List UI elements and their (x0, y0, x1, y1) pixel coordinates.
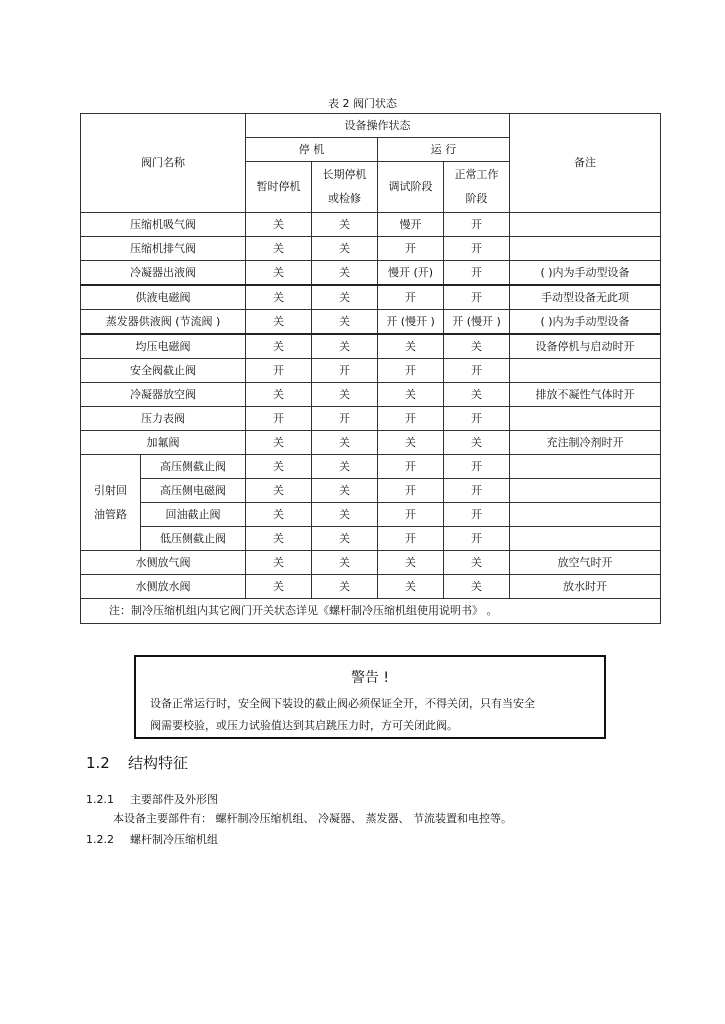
header-stop: 停 机 (246, 138, 378, 162)
table-row (81, 213, 661, 237)
section-number: 1.2 (86, 754, 110, 772)
table-caption: 表 2 阀门状态 (328, 97, 397, 110)
cell-debug: 开 (378, 503, 444, 527)
table-row (81, 575, 661, 599)
table-row (81, 503, 661, 527)
cell-debug: 开 (378, 455, 444, 479)
cell-temp-stop: 关 (246, 285, 312, 310)
valve-name: 压缩机吸气阀 (81, 213, 246, 237)
valve-name: 压力表阀 (81, 407, 246, 431)
table-row (81, 285, 661, 310)
cell-remark: 手动型设备无此项 (510, 285, 661, 310)
table-note: 注：制冷压缩机组内其它阀门开关状态详见《螺杆制冷压缩机组使用说明书》 。 (81, 599, 661, 624)
cell-temp-stop: 关 (246, 261, 312, 286)
cell-long-stop: 关 (312, 455, 378, 479)
body-paragraph: 本设备主要部件有： 螺杆制冷压缩机组、 冷凝器、 蒸发器、 节流装置和电控等。 (113, 812, 512, 825)
cell-remark (510, 359, 661, 383)
cell-remark: 排放不凝性气体时开 (510, 383, 661, 407)
valve-name: 水侧放水阀 (81, 575, 246, 599)
table-row (81, 310, 661, 335)
cell-temp-stop: 关 (246, 334, 312, 359)
cell-temp-stop: 关 (246, 575, 312, 599)
warning-box (134, 655, 606, 739)
header-normal (444, 162, 510, 213)
valve-name: 冷凝器出液阀 (81, 261, 246, 286)
cell-normal: 开 (444, 213, 510, 237)
valve-name: 高压侧电磁阀 (141, 479, 246, 503)
cell-temp-stop: 关 (246, 213, 312, 237)
cell-debug: 开 (378, 479, 444, 503)
valve-name: 加氟阀 (81, 431, 246, 455)
warning-line-2: 阀需要校验，或压力试验值达到其启跳压力时，方可关闭此阀。 (150, 719, 458, 732)
cell-remark: 放水时开 (510, 575, 661, 599)
cell-temp-stop: 关 (246, 237, 312, 261)
cell-temp-stop: 关 (246, 455, 312, 479)
header-long-stop-line2: 或检修 (328, 192, 361, 205)
cell-normal: 关 (444, 575, 510, 599)
cell-remark (510, 237, 661, 261)
header-normal-line1: 正常工作 (454, 168, 499, 181)
table-row (81, 455, 661, 479)
subsection-number-1: 1.2.1 (86, 793, 114, 806)
cell-long-stop: 关 (312, 527, 378, 551)
cell-long-stop: 关 (312, 503, 378, 527)
valve-name: 供液电磁阀 (81, 285, 246, 310)
cell-temp-stop: 关 (246, 383, 312, 407)
table-row (81, 334, 661, 359)
cell-long-stop: 开 (312, 407, 378, 431)
header-remarks: 备注 (510, 114, 661, 213)
cell-debug: 关 (378, 575, 444, 599)
cell-remark (510, 479, 661, 503)
valve-name: 压缩机排气阀 (81, 237, 246, 261)
cell-remark: 充注制冷剂时开 (510, 431, 661, 455)
cell-long-stop: 关 (312, 479, 378, 503)
cell-long-stop: 关 (312, 575, 378, 599)
cell-remark: 设备停机与启动时开 (510, 334, 661, 359)
cell-normal: 开 (444, 237, 510, 261)
header-normal-line2: 阶段 (465, 192, 488, 205)
cell-normal: 开 (慢开 ) (444, 310, 510, 335)
section-title: 结构特征 (128, 754, 189, 772)
valve-state-table (80, 113, 661, 624)
cell-debug: 关 (378, 431, 444, 455)
cell-remark: ( )内为手动型设备 (510, 261, 661, 286)
cell-temp-stop: 关 (246, 503, 312, 527)
cell-normal: 开 (444, 527, 510, 551)
valve-name: 低压侧截止阀 (141, 527, 246, 551)
cell-debug: 慢开 (开) (378, 261, 444, 286)
cell-long-stop: 关 (312, 237, 378, 261)
cell-remark (510, 503, 661, 527)
cell-long-stop: 开 (312, 359, 378, 383)
table-row (81, 527, 661, 551)
table-row (81, 383, 661, 407)
section-heading (86, 752, 188, 773)
cell-long-stop: 关 (312, 551, 378, 575)
table-row (81, 237, 661, 261)
cell-debug: 关 (378, 551, 444, 575)
cell-normal: 开 (444, 261, 510, 286)
cell-long-stop: 关 (312, 285, 378, 310)
cell-remark (510, 213, 661, 237)
subsection-title-2: 螺杆制冷压缩机组 (130, 833, 218, 846)
cell-normal: 开 (444, 359, 510, 383)
header-long-stop-line1: 长期停机 (322, 168, 367, 181)
header-long-stop (312, 162, 378, 213)
cell-remark (510, 407, 661, 431)
cell-debug: 开 (378, 359, 444, 383)
cell-debug: 开 (慢开 ) (378, 310, 444, 335)
valve-name: 水侧放气阀 (81, 551, 246, 575)
valve-name: 蒸发器供液阀 (节流阀 ) (81, 310, 246, 335)
cell-long-stop: 关 (312, 310, 378, 335)
cell-long-stop: 关 (312, 261, 378, 286)
cell-normal: 开 (444, 285, 510, 310)
valve-name: 均压电磁阀 (81, 334, 246, 359)
cell-temp-stop: 开 (246, 407, 312, 431)
subsection-number-2: 1.2.2 (86, 833, 114, 846)
header-operation-state: 设备操作状态 (246, 114, 510, 138)
valve-name: 高压侧截止阀 (141, 455, 246, 479)
group-label-line2: 油管路 (94, 507, 127, 521)
cell-normal: 关 (444, 431, 510, 455)
table-row (81, 551, 661, 575)
group-label (81, 455, 141, 551)
cell-debug: 开 (378, 237, 444, 261)
subsection-title-1: 主要部件及外形图 (130, 793, 218, 806)
cell-temp-stop: 关 (246, 310, 312, 335)
cell-debug: 关 (378, 334, 444, 359)
cell-normal: 开 (444, 479, 510, 503)
cell-temp-stop: 关 (246, 431, 312, 455)
header-debug: 调试阶段 (378, 162, 444, 213)
table-row (81, 261, 661, 286)
cell-normal: 关 (444, 334, 510, 359)
cell-debug: 慢开 (378, 213, 444, 237)
table-row (81, 359, 661, 383)
cell-long-stop: 关 (312, 334, 378, 359)
cell-normal: 关 (444, 383, 510, 407)
cell-normal: 关 (444, 551, 510, 575)
cell-debug: 开 (378, 527, 444, 551)
subsection-heading-1 (86, 791, 218, 807)
subsection-heading-2 (86, 831, 218, 847)
warning-line-1: 设备正常运行时，安全阀下装设的截止阀必须保证全开，不得关闭，只有当安全 (150, 697, 535, 710)
cell-temp-stop: 开 (246, 359, 312, 383)
cell-long-stop: 关 (312, 431, 378, 455)
table-row (81, 407, 661, 431)
header-valve-name: 阀门名称 (81, 114, 246, 213)
group-label-line1: 引射回 (94, 483, 127, 497)
cell-normal: 开 (444, 407, 510, 431)
cell-debug: 开 (378, 407, 444, 431)
header-run: 运 行 (378, 138, 510, 162)
cell-normal: 开 (444, 455, 510, 479)
warning-title: 警告 ! (350, 670, 390, 686)
cell-remark (510, 527, 661, 551)
cell-long-stop: 关 (312, 213, 378, 237)
cell-temp-stop: 关 (246, 479, 312, 503)
valve-name: 回油截止阀 (141, 503, 246, 527)
cell-normal: 开 (444, 503, 510, 527)
cell-temp-stop: 关 (246, 551, 312, 575)
table-note-row (81, 599, 661, 624)
cell-debug: 开 (378, 285, 444, 310)
cell-remark: 放空气时开 (510, 551, 661, 575)
valve-name: 安全阀截止阀 (81, 359, 246, 383)
cell-remark (510, 455, 661, 479)
table-row (81, 431, 661, 455)
header-temp-stop: 暂时停机 (246, 162, 312, 213)
table-row (81, 479, 661, 503)
valve-name: 冷凝器放空阀 (81, 383, 246, 407)
cell-remark: ( )内为手动型设备 (510, 310, 661, 335)
cell-long-stop: 关 (312, 383, 378, 407)
cell-debug: 关 (378, 383, 444, 407)
cell-temp-stop: 关 (246, 527, 312, 551)
